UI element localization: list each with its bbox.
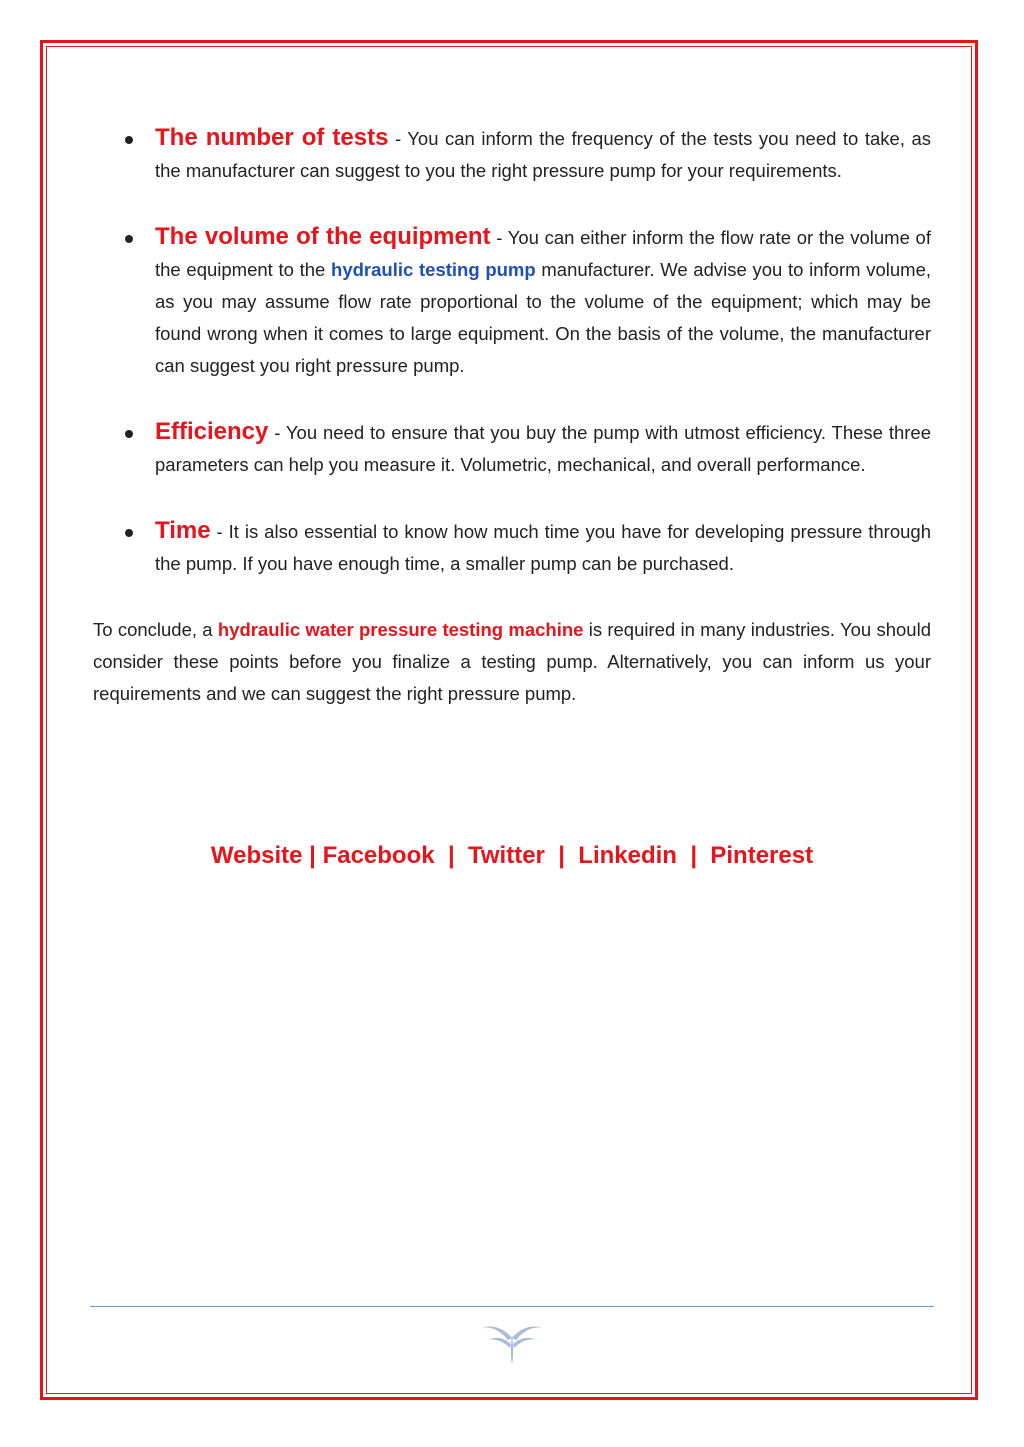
list-item <box>93 416 931 481</box>
bullet-text-continued: manufacturer. We advise you to inform volume, as you may assume flow rate proportional to the volume of the equipment; which may be found wrong when it comes to large equipment. On the basis of the volume, the manufacturer can suggest you right pressure pump. <box>155 259 931 376</box>
bullet-heading: Time <box>155 517 211 544</box>
conclusion-text: To conclude, a <box>93 619 218 640</box>
linkedin-link[interactable]: Linkedin <box>578 842 677 869</box>
bullet-dot-icon <box>125 235 133 243</box>
twitter-link[interactable]: Twitter <box>468 842 545 869</box>
separator: | <box>309 842 316 869</box>
separator: | <box>558 842 565 869</box>
conclusion-text-continued: is required in many industries. You should consider these points before you finalize a testing pump. Alternatively, you can inform us your requirements and we can suggest the right pressure pump. <box>93 619 931 704</box>
hydraulic-machine-link[interactable]: hydraulic water pressure testing machine <box>217 619 584 640</box>
bullet-dot-icon <box>125 136 133 144</box>
bullet-text: - You need to ensure that you buy the pump with utmost efficiency. These three parameters can help you measure it. Volumetric, mechanical, and overall performance. <box>155 422 931 475</box>
conclusion-paragraph <box>93 614 931 710</box>
list-item <box>93 221 931 382</box>
bullet-text: - It is also essential to know how much time you have for developing pressure through the pump. If you have enough time, a smaller pump can be purchased. <box>155 521 931 574</box>
bullet-heading: The volume of the equipment <box>155 223 491 250</box>
website-link[interactable]: Website <box>210 842 303 869</box>
hydraulic-testing-pump-link[interactable]: hydraulic testing pump <box>331 259 536 280</box>
social-links <box>93 842 931 870</box>
pinterest-link[interactable]: Pinterest <box>710 842 814 869</box>
facebook-link[interactable]: Facebook <box>322 842 435 869</box>
bullet-text: - You can inform the frequency of the tests you need to take, as the manufacturer can suggest to you the right pressure pump for your requirements. <box>155 128 932 181</box>
separator: | <box>447 842 455 869</box>
bullet-dot-icon <box>125 529 133 537</box>
separator: | <box>690 842 698 869</box>
plant-logo-icon <box>480 1320 544 1366</box>
bullet-dot-icon <box>125 430 133 438</box>
document-body <box>93 122 931 710</box>
bullet-text: - You can either inform the flow rate or the volume of the equipment to the <box>155 227 931 280</box>
bullet-heading: Efficiency <box>155 418 269 445</box>
list-item <box>93 515 931 580</box>
list-item <box>93 122 931 187</box>
footer-divider <box>90 1306 934 1307</box>
bullet-heading: The number of tests <box>155 124 389 151</box>
